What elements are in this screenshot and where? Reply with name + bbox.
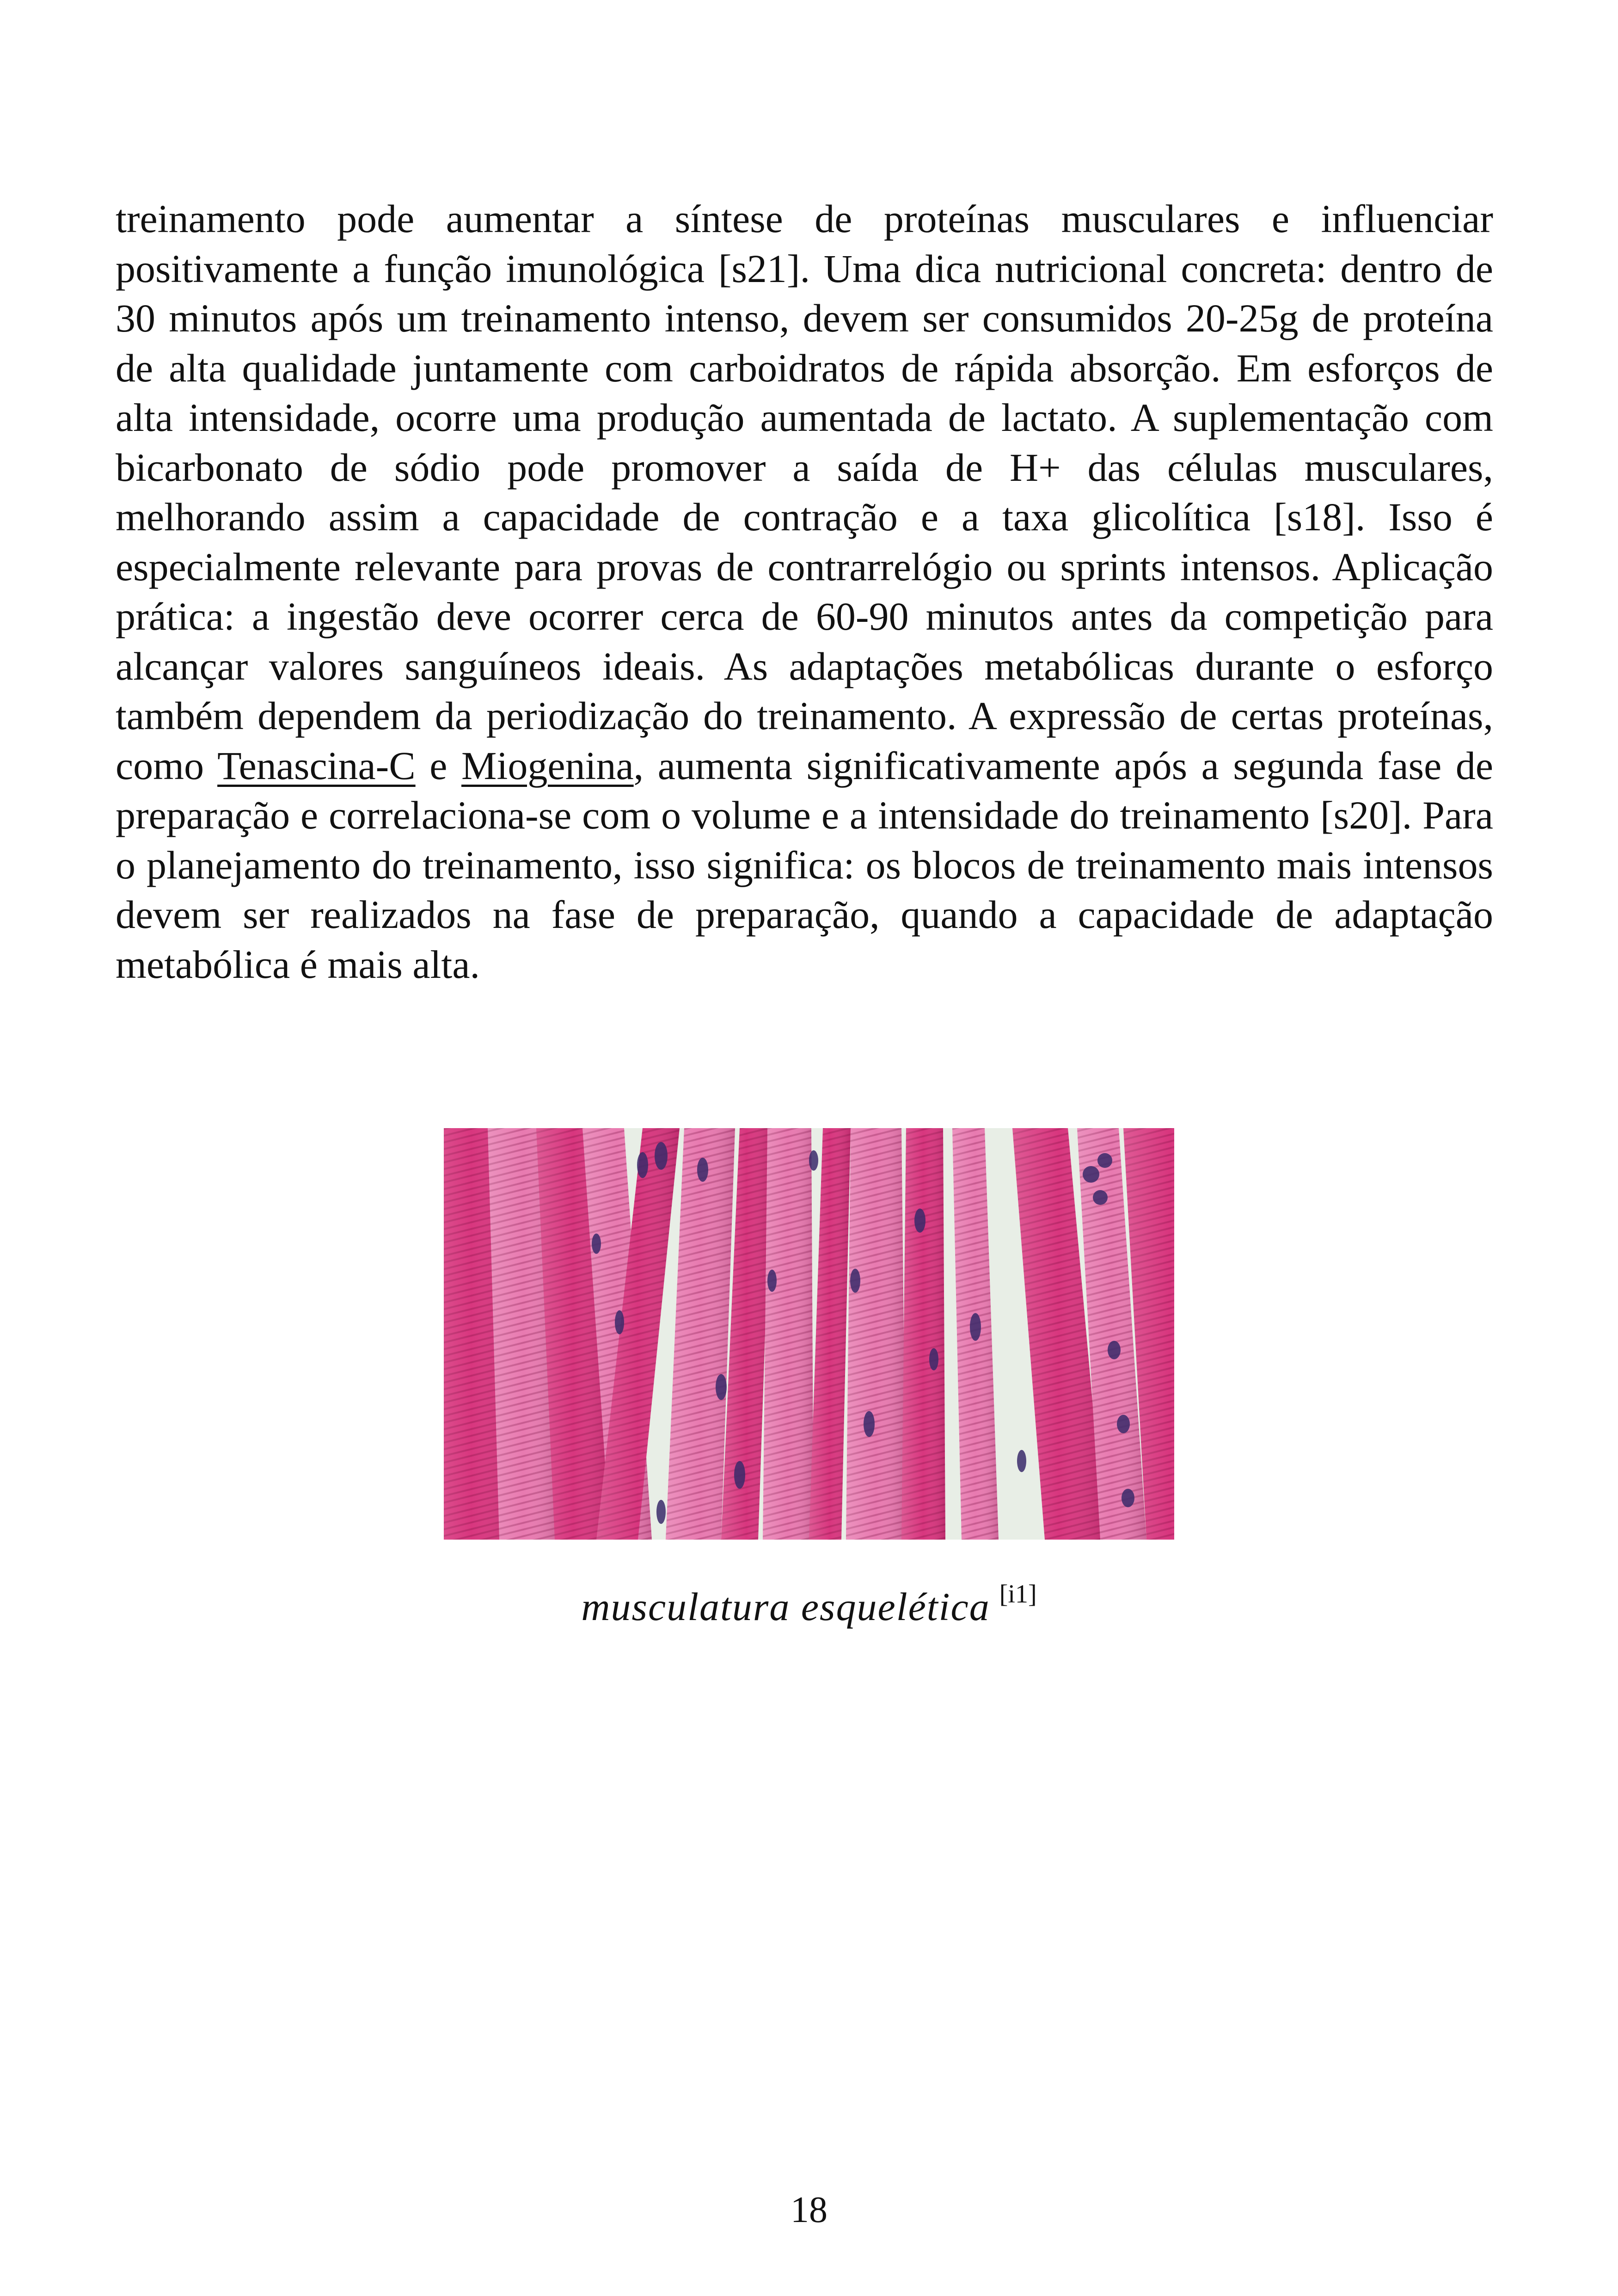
figure-caption [0, 1581, 1618, 1637]
fiber-shading [901, 1128, 945, 1540]
cell-nucleus [655, 1142, 668, 1170]
muscle-fibers [444, 1128, 1174, 1540]
cell-nucleus [592, 1234, 601, 1254]
cell-nucleus [734, 1461, 745, 1489]
cell-nucleus [697, 1158, 708, 1182]
fiber-shading [846, 1128, 906, 1540]
cell-nucleus [970, 1313, 981, 1341]
paragraph-text-part3: , aumenta significativamente após a segunda fase de preparação e correlaciona-se com o volume e a intensidade do treinamento [s20]. Para o planejamento do treinamento, isso significa: os blocos de treinamento mais intensos devem ser realizados na fase de preparação, quando a capacidade de adaptação metabólica é mais alta. [116, 743, 1493, 987]
cell-nucleus [1093, 1190, 1108, 1205]
skeletal-muscle-micrograph [444, 1128, 1174, 1540]
cell-nucleus [656, 1500, 666, 1524]
cell-nucleus [1108, 1341, 1121, 1359]
caption-reference[interactable]: [i1] [999, 1580, 1037, 1608]
cell-nucleus [864, 1411, 875, 1437]
cell-nucleus [1017, 1450, 1026, 1472]
caption-text: musculatura esquelética [581, 1584, 990, 1629]
cell-nucleus [850, 1269, 860, 1293]
cell-nucleus [914, 1209, 925, 1233]
link-tenascina-c[interactable]: Tenascina-C [217, 743, 416, 788]
link-miogenina[interactable]: Miogenina [461, 743, 634, 788]
paragraph-text-part1: treinamento pode aumentar a síntese de proteínas musculares e influenciar positivamente a função imunológica [s21]. Uma dica nutricional concreta: dentro de 30 minutos após um treinamento intenso, devem ser consumidos 20-25g de proteína de alta qualidade juntamente com carboidratos de rápida absorção. Em esforços de alta intensidade, ocorre uma produção aumentada de lactato. A suplementação com bicarbonato de sódio pode promover a saída de H+ das células musculares, melhorando assim a capacidade de contração e a taxa glicolítica [s18]. Isso é especialmente relevante para provas de contrarrelógio ou sprints intensos. Aplicação prática: a ingestão deve ocorrer cerca de 60-90 minutos antes da competição para alcançar valores sanguíneos ideais. As adaptações metabólicas durante o esforço também dependem da periodização do treinamento. A expressão de certas proteínas, como [116, 196, 1493, 788]
cell-nucleus [1117, 1415, 1130, 1433]
cell-nucleus [1083, 1166, 1099, 1183]
cell-nucleus [929, 1348, 938, 1370]
cell-nucleus [716, 1374, 727, 1400]
cell-nucleus [637, 1152, 648, 1178]
cell-nucleus [1097, 1153, 1112, 1168]
page-number: 18 [791, 2190, 827, 2230]
body-paragraph [116, 194, 1493, 989]
paragraph-text-part2: e [415, 743, 462, 788]
cell-nucleus [767, 1270, 777, 1292]
cell-nucleus [1122, 1489, 1134, 1507]
cell-nucleus [809, 1150, 818, 1171]
fiber-shading [763, 1128, 814, 1540]
cell-nucleus [615, 1310, 624, 1334]
